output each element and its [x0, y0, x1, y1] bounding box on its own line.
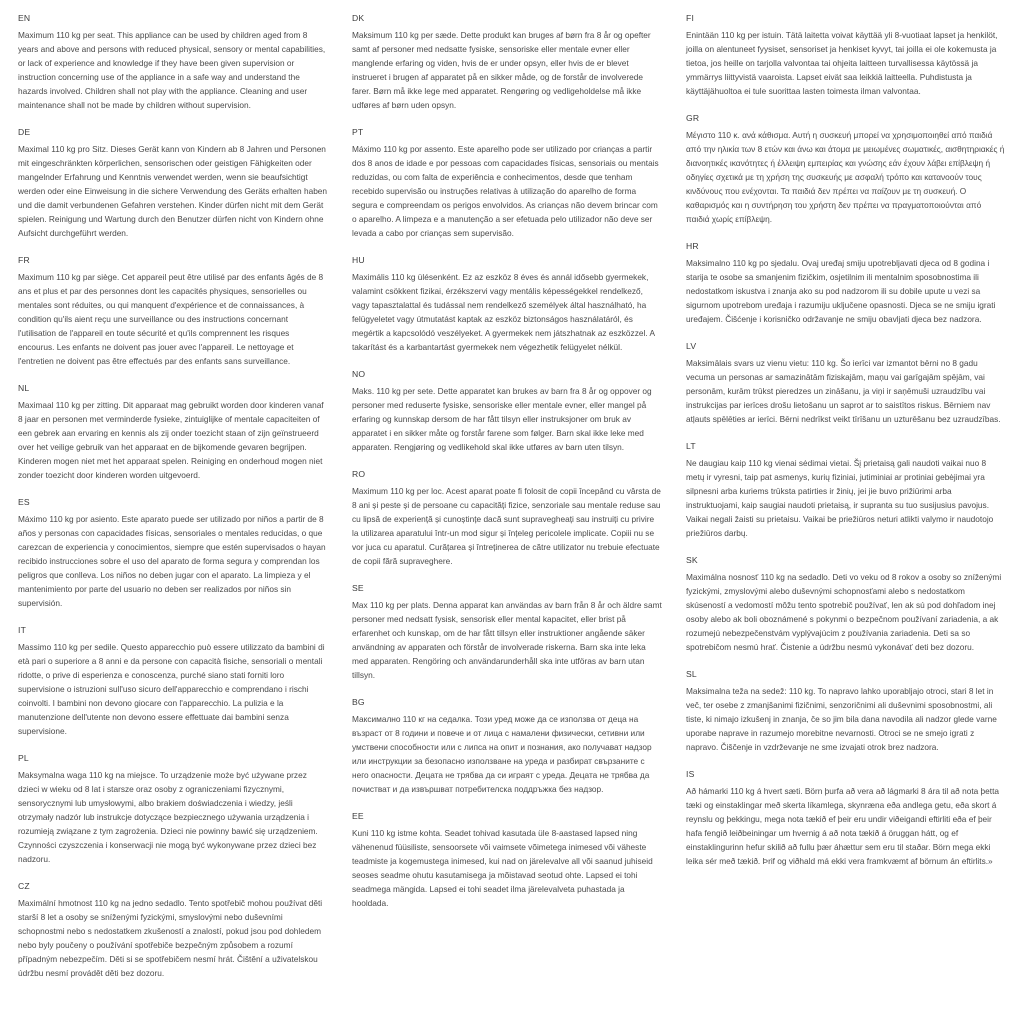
language-code-ee: EE: [352, 811, 364, 821]
instructions-text-it: Massimo 110 kg per sedile. Questo apparecchio può essere utilizzato da bambini di età pari o superiore a 8 anni e da persone con capacità fisiche, sensoriali o mentali ridotte, o prive di esperienza e conoscenza, purché siano stati forniti loro supervisione o istruzioni sull'uso sicuro dell'apparecchio e comprendano i rischi coinvolti. I bambini non devono giocare con l'apparecchio. La pulizia e la manutenzione dell'utente non devono essere effettuate dai bambini senza supervisione.: [18, 642, 325, 736]
instructions-text-lv: Maksimālais svars uz vienu vietu: 110 kg. Šo ierīci var izmantot bērni no 8 gadu vecuma un personas ar samazinātām fiziskajām, maņu vai garīgajām spējām, vai personām, kurām trūkst pieredzes un zināšanu, ja viņi ir saņēmuši uzraudzību vai instrukcijas par ierīces drošu lietošanu un saprot ar to saistītos riskus. Bērniem nav atļauts spēlēties ar ierīci. Bērni nedrīkst veikt tīrīšanu un uzturēšanu bez uzraudzības.: [686, 358, 1001, 424]
instructions-text-dk: Maksimum 110 kg per sæde. Dette produkt kan bruges af børn fra 8 år og opefter samt af personer med nedsatte fysiske, sensoriske eller mentale evner eller manglende erfaring og viden, hvis de er under opsyn, eller hvis de er blevet instrueret i brugen af apparatet på en sikker måde, og de forstår de involverede farer. Børn må ikke lege med apparatet. Rengøring og vedligeholdelse må ikke udføres af børn uden opsyn.: [352, 30, 651, 110]
instructions-text-se: Max 110 kg per plats. Denna apparat kan användas av barn från 8 år och äldre samt personer med nedsatt fysisk, sensorisk eller mental kapacitet, eller brist på erfarenhet och kunskap, om de har fått tillsyn eller instruktioner angående säker användning av apparaten och förstår de involverade riskerna. Barn ska inte leka med apparaten. Rengöring och användarunderhåll ska inte utföras av barn utan tillsyn.: [352, 600, 662, 680]
language-code-se: SE: [352, 583, 364, 593]
section-no: [352, 368, 662, 454]
instructions-text-fi: Enintään 110 kg per istuin. Tätä laitetta voivat käyttää yli 8-vuotiaat lapset ja henkilöt, joilla on alentuneet fyysiset, sensoriset ja henkiset kyvyt, tai joilla ei ole kokemusta ja tietoa, jos heille on tarjolla valvontaa tai ohjeita laitteen turvallisessa käytössä ja ymmärrys liittyvistä vaaroista. Lapset eivät saa leikkiä laitteella. Puhdistusta ja käyttäjähuoltoa ei tule suorittaa lasten toimesta ilman valvontaa.: [686, 30, 998, 96]
instructions-text-hu: Maximális 110 kg ülésenként. Ez az eszköz 8 éves és annál idősebb gyermekek, valamint csökkent fizikai, érzékszervi vagy mentális képességekkel rendelkező, vagy tapasztalattal és tudással nem rendelkező személyek által használható, ha felügyeletet vagy útmutatást kaptak az eszköz biztonságos használatáról, és megértik a kapcsolódó veszélyeket. A gyermekek nem játszhatnak az eszközzel. A takarítást és a karbantartást gyermekek nem végezhetik felügyelet nélkül.: [352, 272, 655, 352]
language-code-it: IT: [18, 625, 27, 635]
instructions-text-no: Maks. 110 kg per sete. Dette apparatet kan brukes av barn fra 8 år og oppover og personer med reduserte fysiske, sensoriske eller mentale evner, eller mangel på erfaring og kunnskap dersom de har fått tilsyn eller instruksjoner om bruk av apparatet i en sikker måte og forstår farene som følger. Barn skal ikke leke med apparaten. Rengjøring og vedlikehold skal ikke utføres av barn uten tilsyn.: [352, 386, 652, 452]
instructions-text-cz: Maximální hmotnost 110 kg na jedno sedadlo. Tento spotřebič mohou používat děti starší 8 let a osoby se sníženými fyzickými, smyslovými nebo duševními schopnostmi nebo s nedostatkem zkušeností a znalostí, pokud jsou pod dohledem nebo byly poučeny o používání spotřebiče bezpečným způsobem a rozumí případným nebezpečím. Děti si se spotřebičem nesmí hrát. Čištění a uživatelskou údržbu nesmí provádět děti bez dozoru.: [18, 898, 323, 978]
column-middle: [352, 12, 662, 924]
instructions-text-de: Maximal 110 kg pro Sitz. Dieses Gerät kann von Kindern ab 8 Jahren und Personen mit eingeschränkten körperlichen, sensorischen oder geistigen Fähigkeiten oder mangelnder Erfahrung und Kenntnis verwendet werden, wenn sie beaufsichtigt werden oder eine Einweisung in die sichere Verwendung des Geräts erhalten haben und die damit verbundenen Gefahren verstehen. Kinder dürfen nicht mit dem Gerät spielen. Reinigung und Wartung durch den Benutzer dürfen nicht von Kindern ohne Aufsicht durchgeführt werden.: [18, 144, 328, 238]
instructions-text-gr: Μέγιστο 110 κ. ανά κάθισμα. Αυτή η συσκευή μπορεί να χρησιμοποιηθεί από παιδιά από την ηλικία των 8 ετών και άνω και άτομα με μειωμένες σωματικές, αισθητηριακές ή διανοητικές ικανότητες ή έλλειψη εμπειρίας και γνώσης εάν έχουν λάβει επίβλεψη ή οδηγίες σχετικά με τη χρήση της συσκευής με ασφαλή τρόπο και κατανοούν τους κινδύνους που ενέχονται. Τα παιδιά δεν πρέπει να παίζουν με τη συσκευή. Ο καθαρισμός και η συντήρηση του χρήστη δεν πρέπει να πραγματοποιούνται από παιδιά χωρίς επίβλεψη.: [686, 130, 1005, 224]
language-code-lv: LV: [686, 341, 697, 351]
language-code-sl: SL: [686, 669, 697, 679]
instructions-text-fr: Maximum 110 kg par siège. Cet appareil peut être utilisé par des enfants âgés de 8 ans et plus et par des personnes dont les capacités physiques, sensorielles ou mentales sont réduites, ou qui manquent d'expérience et de connaissances, à condition qu'ils aient reçu une surveillance ou des instructions concernant l'utilisation de l'appareil en toute sécurité et qu'ils comprennent les risques encourus. Les enfants ne doivent pas jouer avec l'appareil. Le nettoyage et l'entretien ne doivent pas être effectués par des enfants sans surveillance.: [18, 272, 324, 366]
language-code-no: NO: [352, 369, 366, 379]
language-code-fi: FI: [686, 13, 695, 23]
section-gr: [686, 112, 1006, 226]
column-left: [18, 12, 328, 994]
section-ro: [352, 468, 662, 568]
language-code-cz: CZ: [18, 881, 30, 891]
section-fi: [686, 12, 1006, 98]
language-code-ro: RO: [352, 469, 366, 479]
section-is: [686, 768, 1006, 868]
language-code-hu: HU: [352, 255, 365, 265]
column-right: [686, 12, 1006, 882]
instructions-text-pl: Maksymalna waga 110 kg na miejsce. To urządzenie może być używane przez dzieci w wieku od 8 lat i starsze oraz osoby z ograniczeniami fizycznymi, sensorycznymi lub umysłowymi, albo brakiem doświadczenia i wiedzy, jeśli otrzymały nadzór lub instrukcje dotyczące bezpiecznego używania urządzenia i rozumieją związane z tym zagrożenia. Dzieci nie powinny bawić się urządzeniem. Czynności czyszczenia i konserwacji nie mogą być wykonywane przez dzieci bez nadzoru.: [18, 770, 318, 864]
language-code-dk: DK: [352, 13, 365, 23]
instructions-text-sl: Maksimalna teža na sedež: 110 kg. To napravo lahko uporabljajo otroci, stari 8 let in več, ter osebe z zmanjšanimi fizičnimi, senzoričnimi ali duševnimi sposobnostmi, ali tiste, ki nimajo izkušenj in znanja, če so jim bila dana navodila ali nadzor glede varne uporabe naprave in razumejo morebitne nevarnosti. Otroci se ne smejo igrati z napravo. Čiščenje in vzdrževanje ne sme izvajati otrok brez nadzora.: [686, 686, 997, 752]
section-ee: [352, 810, 662, 910]
instructions-text-is: Að hámarki 110 kg á hvert sæti. Börn þurfa að vera að lágmarki 8 ára til að nota þetta tæki og einstaklingar með skerta líkamlega, skynræna eða andlega getu, eða skort á reynslu og þekkingu, mega nota tækið ef þeir eru undir viðeigandi eftirliti eða ef þeir hafa fengið leiðbeiningar um hvernig á að nota tækið á öruggan hátt, og ef einstaklingurinn hefur skilið að fullu þær áhættur sem eru til staðar. Börn mega ekki leika sér með tækið. Þrif og viðhald má ekki vera framkvæmt af börnum án eftirlits.»: [686, 786, 999, 866]
section-hr: [686, 240, 1006, 326]
language-code-lt: LT: [686, 441, 696, 451]
section-nl: [18, 382, 328, 482]
language-code-pt: PT: [352, 127, 364, 137]
section-en: [18, 12, 328, 112]
instructions-text-en: Maximum 110 kg per seat. This appliance can be used by children aged from 8 years and above and persons with reduced physical, sensory or mental capabilities, or lack of experience and knowledge if they have been given supervision or instruction concerning use of the appliance in a safe way and understand the hazards involved. Children shall not play with the appliance. Cleaning and user maintenance shall not be made by children without supervision.: [18, 30, 326, 110]
section-dk: [352, 12, 662, 112]
language-code-sk: SK: [686, 555, 698, 565]
section-pl: [18, 752, 328, 866]
section-it: [18, 624, 328, 738]
section-se: [352, 582, 662, 682]
language-code-gr: GR: [686, 113, 700, 123]
language-code-es: ES: [18, 497, 30, 507]
instructions-text-ro: Maximum 110 kg per loc. Acest aparat poate fi folosit de copii începând cu vârsta de 8 ani și peste și de persoane cu capacități fizice, senzoriale sau mentale reduse sau cu lipsă de experiență și cunoștințe dacă sunt supravegheați sau instruiți cu privire la utilizarea aparatului într-un mod sigur și înțeleg pericolele implicate. Copiii nu se vor juca cu aparatul. Curățarea și întreținerea de către utilizator nu trebuie efectuate de copii fără supraveghere.: [352, 486, 661, 566]
instructions-text-nl: Maximaal 110 kg per zitting. Dit apparaat mag gebruikt worden door kinderen vanaf 8 jaar en personen met verminderde fysieke, zintuiglijke of mentale capaciteiten of een gebrek aan ervaring en kennis als zij onder toezicht staan of zijn geïnstrueerd over het veilige gebruik van het apparaat en de bijkomende gevaren begrijpen. Kinderen mogen niet met het apparaat spelen. Reiniging en onderhoud mogen niet zonder toezicht door kinderen worden uitgevoerd.: [18, 400, 324, 480]
section-sl: [686, 668, 1006, 754]
instructions-text-bg: Максимално 110 кг на седалка. Този уред може да се използва от деца на възраст от 8 години и повече и от лица с намалени физически, сетивни или умствени способности или с липса на опит и познания, ако получават надзор или инструкции за безопасно използване на уреда и разбират свързаните с него опасности. Децата не трябва да си играят с уреда. Децата не трябва да почистват и да извършват потребителска поддръжка без надзор.: [352, 714, 652, 794]
language-code-is: IS: [686, 769, 695, 779]
instructions-text-ee: Kuni 110 kg istme kohta. Seadet tohivad kasutada üle 8-aastased lapsed ning vähenenud füüsiliste, sensoorsete või vaimsete võimetega inimesed või väheste teadmiste ja kogemustega inimesed, kui nad on järelevalve all või saanud juhiseid seoses seadme ohutu kasutamisega ja mõistavad seotud ohte. Lapsed ei tohi seadmega mängida. Lapsed ei tohi seadet ilma järelevalveta puhastada ja hooldada.: [352, 828, 653, 908]
section-cz: [18, 880, 328, 980]
language-code-pl: PL: [18, 753, 29, 763]
language-code-en: EN: [18, 13, 31, 23]
section-sk: [686, 554, 1006, 654]
language-code-fr: FR: [18, 255, 30, 265]
instructions-text-lt: Ne daugiau kaip 110 kg vienai sėdimai vietai. Šį prietaisą gali naudoti vaikai nuo 8 metų ir vyresni, taip pat asmenys, kurių fiziniai, jutiminiai ar protiniai gebėjimai yra silpnesni arba kuriems trūksta patirties ir žinių, jei jie buvo prižiūrimi arba instruktuojami, kaip saugiai naudoti prietaisą, ir supranta su tuo susijusius pavojus. Vaikai negali žaisti su prietaisu. Vaikai be priežiūros neturi atlikti valymo ir naudotojo priežiūros darbų.: [686, 458, 994, 538]
section-lt: [686, 440, 1006, 540]
section-hu: [352, 254, 662, 354]
instructions-text-hr: Maksimalno 110 kg po sjedalu. Ovaj uređaj smiju upotrebljavati djeca od 8 godina i starija te osobe sa smanjenim fizičkim, osjetilnim ili mentalnim sposobnostima ili nedostatkom iskustva i znanja ako su pod nadzorom ili su dobile upute u vezi sa sigurnom upotrebom uređaja i razumiju uključene opasnosti. Djeca se ne smiju igrati uređajem. Čišćenje i korisničko održavanje ne smiju obavljati djeca bez nadzora.: [686, 258, 996, 324]
instructions-text-sk: Maximálna nosnosť 110 kg na sedadlo. Deti vo veku od 8 rokov a osoby so zníženými fyzickými, zmyslovými alebo duševnými schopnosťami alebo s nedostatkom skúseností a vedomostí môžu tento spotrebič používať, len ak sú pod dohľadom inej osoby alebo ak boli oboznámené s pokynmi o bezpečnom používaní zariadenia, a ak rozumejú nebezpečenstvám vyplývajúcim z používania zariadenia. Deti sa so spotrebičom nesmú hrať. Čistenie a údržbu nesmú vykonávať deti bez dozoru.: [686, 572, 1002, 652]
instructions-text-pt: Máximo 110 kg por assento. Este aparelho pode ser utilizado por crianças a partir dos 8 anos de idade e por pessoas com capacidades físicas, sensoriais ou mentais reduzidas, ou com falta de experiência e conhecimentos, desde que tenham recebido supervisão ou instruções relativas à utilização do aparelho de forma segura e compreendam os perigos envolvidos. As crianças não devem brincar com o aparelho. A limpeza e a manutenção a ser efetuada pelo utilizador não deve ser levada a cabo por crianças sem supervisão.: [352, 144, 659, 238]
section-lv: [686, 340, 1006, 426]
language-code-hr: HR: [686, 241, 699, 251]
language-code-de: DE: [18, 127, 31, 137]
section-fr: [18, 254, 328, 368]
language-code-nl: NL: [18, 383, 30, 393]
section-de: [18, 126, 328, 240]
language-code-bg: BG: [352, 697, 365, 707]
section-pt: [352, 126, 662, 240]
section-bg: [352, 696, 662, 796]
section-es: [18, 496, 328, 610]
instructions-text-es: Máximo 110 kg por asiento. Este aparato puede ser utilizado por niños a partir de 8 años y personas con capacidades físicas, sensoriales o mentales reducidas, o que carezcan de experiencia y conocimientos, siempre que estén supervisados o hayan recibido instrucciones sobre el uso del aparato de forma segura y comprendan los peligros que conlleva. Los niños no deben jugar con el aparato. La limpieza y el mantenimiento por parte del usuario no deben ser realizados por niños sin supervisión.: [18, 514, 326, 608]
